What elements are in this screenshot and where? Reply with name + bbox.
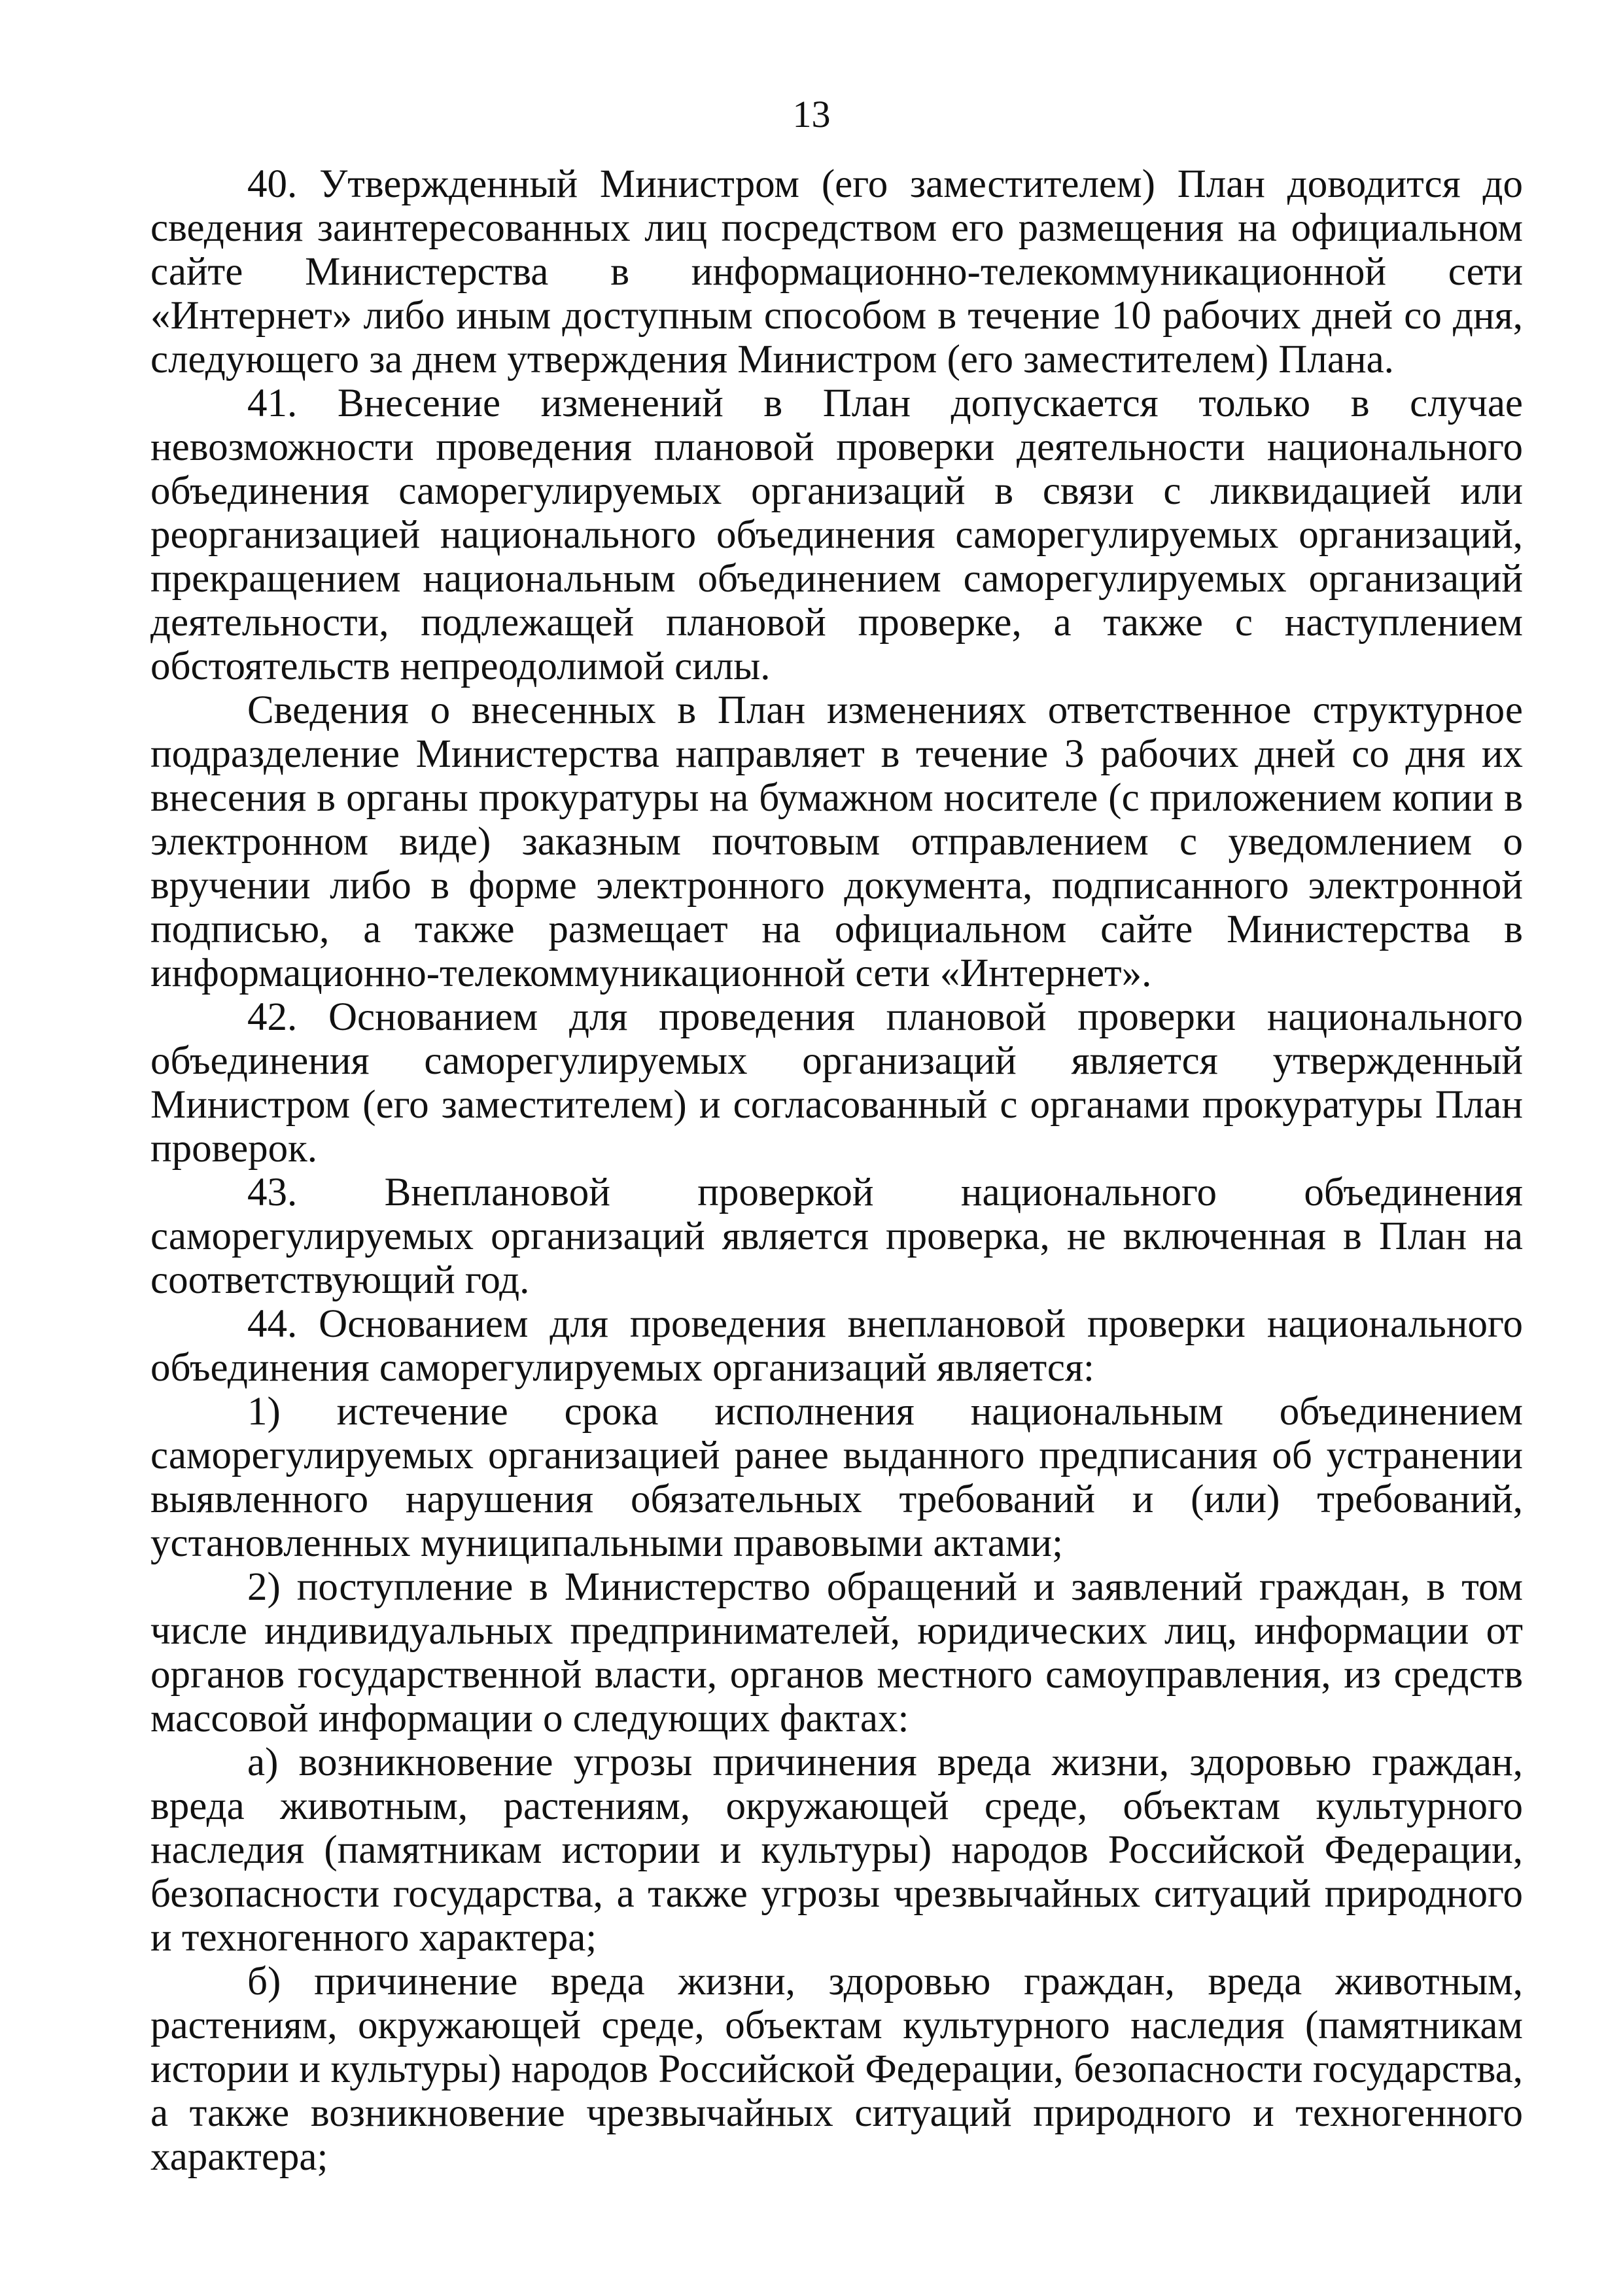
paragraph-43: 43. Внеплановой проверкой национального объединения саморегулируемых организаций является проверка, не включенная в План на соответствующий год.	[150, 1171, 1523, 1302]
paragraph-42: 42. Основанием для проведения плановой проверки национального объединения саморегулируемых организаций является утвержденный Министром (его заместителем) и согласованный с органами прокуратуры План проверок.	[150, 995, 1523, 1171]
paragraph-40: 40. Утвержденный Министром (его заместителем) План доводится до сведения заинтересованных лиц посредством его размещения на официальном сайте Министерства в информационно-телекоммуникационной сети «Интернет» либо иным доступным способом в течение 10 рабочих дней со дня, следующего за днем утверждения Министром (его заместителем) Плана.	[150, 162, 1523, 381]
paragraph-44: 44. Основанием для проведения внеплановой проверки национального объединения саморегулируемых организаций является:	[150, 1302, 1523, 1390]
document-body	[150, 162, 1523, 2179]
list-item-2a: а) возникновение угрозы причинения вреда жизни, здоровью граждан, вреда животным, растениям, окружающей среде, объектам культурного наследия (памятникам истории и культуры) народов Российской Федерации, безопасности государства, а также угрозы чрезвычайных ситуаций природного и техногенного характера;	[150, 1740, 1523, 1960]
list-item-2: 2) поступление в Министерство обращений и заявлений граждан, в том числе индивидуальных предпринимателей, юридических лиц, информации от органов государственной власти, органов местного самоуправления, из средств массовой информации о следующих фактах:	[150, 1565, 1523, 1740]
list-item-1: 1) истечение срока исполнения национальным объединением саморегулируемых организацией ранее выданного предписания об устранении выявленного нарушения обязательных требований и (или) требований, установленных муниципальными правовыми актами;	[150, 1390, 1523, 1565]
paragraph-41: 41. Внесение изменений в План допускается только в случае невозможности проведения плановой проверки деятельности национального объединения саморегулируемых организаций в связи с ликвидацией или реорганизацией национального объединения саморегулируемых организаций, прекращением национальным объединением саморегулируемых организаций деятельности, подлежащей плановой проверке, а также с наступлением обстоятельств непреодолимой силы.	[150, 381, 1523, 688]
list-item-2b: б) причинение вреда жизни, здоровью граждан, вреда животным, растениям, окружающей среде, объектам культурного наследия (памятникам истории и культуры) народов Российской Федерации, безопасности государства, а также возникновение чрезвычайных ситуаций природного и техногенного характера;	[150, 1960, 1523, 2179]
page-number: 13	[792, 93, 831, 135]
paragraph-41-details: Сведения о внесенных в План изменениях ответственное структурное подразделение Министерства направляет в течение 3 рабочих дней со дня их внесения в органы прокуратуры на бумажном носителе (с приложением копии в электронном виде) заказным почтовым отправлением с уведомлением о вручении либо в форме электронного документа, подписанного электронной подписью, а также размещает на официальном сайте Министерства в информационно-телекоммуникационной сети «Интернет».	[150, 688, 1523, 995]
